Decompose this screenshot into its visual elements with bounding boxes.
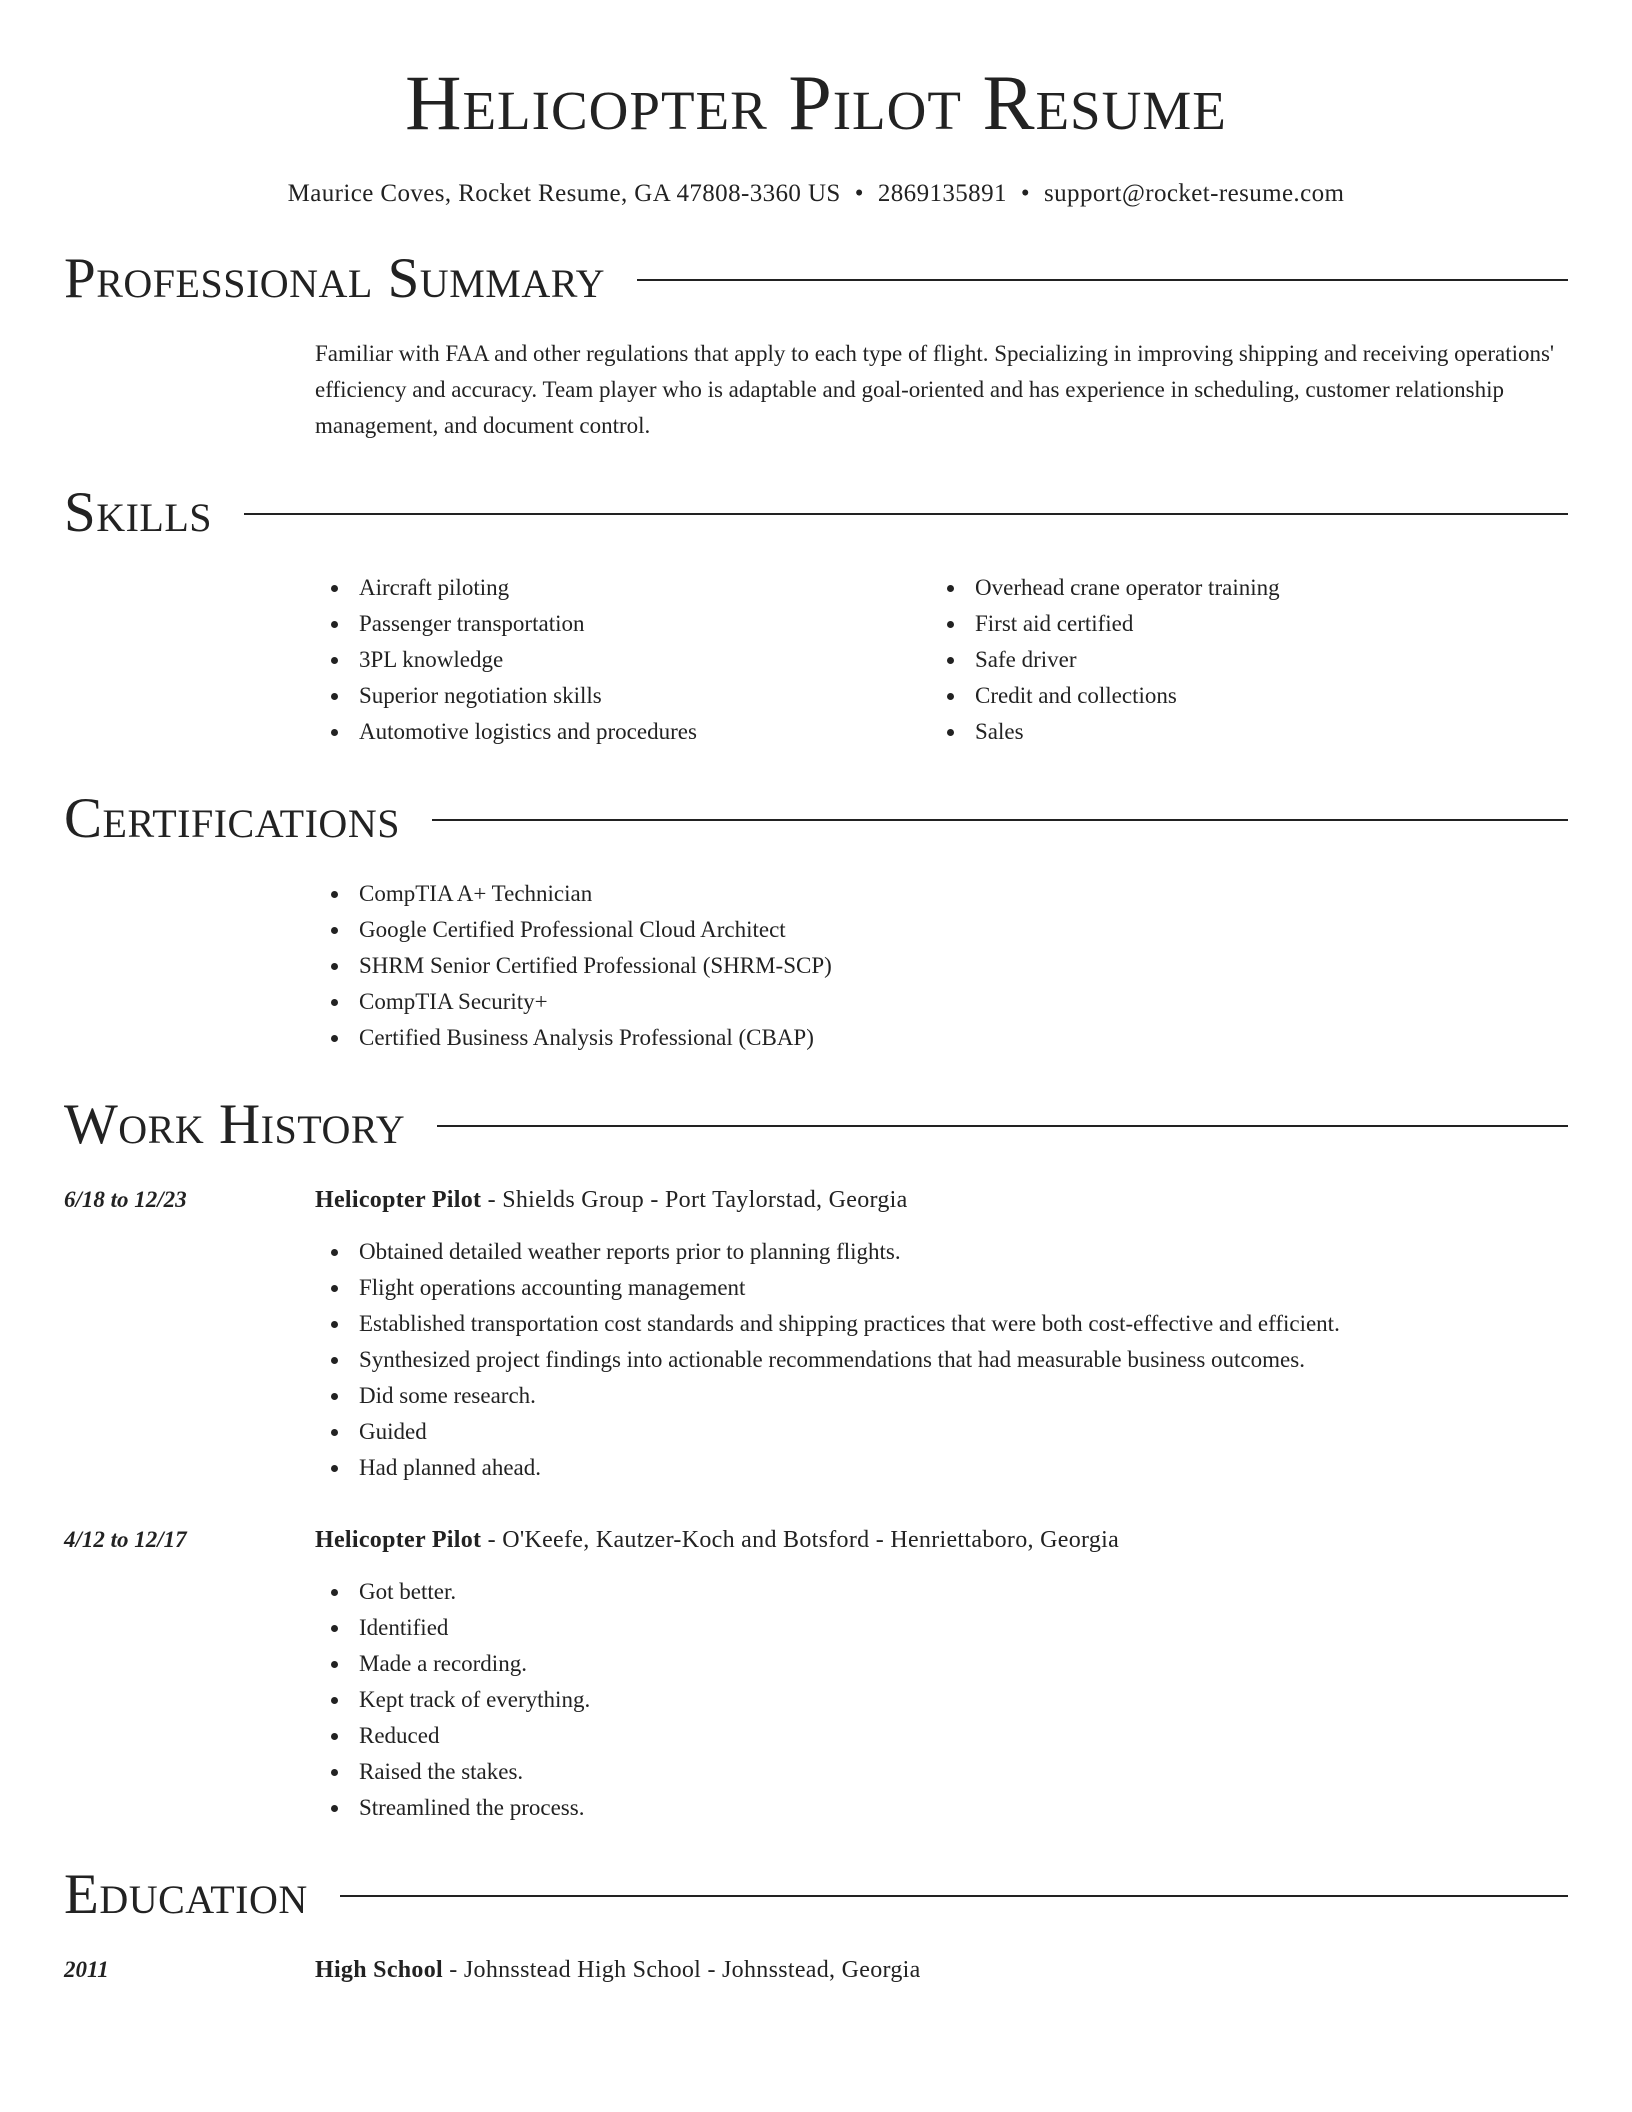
job-bullet: Did some research. — [315, 1378, 1568, 1414]
work-heading: Work History — [64, 1093, 406, 1156]
education-header — [315, 1952, 1568, 1988]
education-degree: High School — [315, 1957, 443, 1983]
education-date: 2011 — [64, 1957, 109, 1982]
skill-item: Credit and collections — [931, 678, 1547, 714]
contact-email: support@rocket-resume.com — [1044, 180, 1345, 207]
job-bullet: Kept track of everything. — [315, 1682, 1568, 1718]
certification-item: Certified Business Analysis Professional (CBAP) — [315, 1020, 1568, 1056]
certifications-heading: Certifications — [64, 787, 400, 850]
contact-address: Maurice Coves, Rocket Resume, GA 47808-3360 US — [287, 180, 841, 207]
skill-item: Automotive logistics and procedures — [315, 714, 931, 750]
section-divider — [637, 279, 1568, 281]
section-divider — [437, 1125, 1568, 1127]
section-divider — [432, 819, 1568, 821]
job-bullet: Got better. — [315, 1574, 1568, 1610]
job-bullet: Streamlined the process. — [315, 1790, 1568, 1826]
work-section-header — [64, 1092, 1568, 1158]
resume-page — [64, 0, 1568, 1988]
job-bullets — [315, 1574, 1568, 1826]
job-bullet: Guided — [315, 1414, 1568, 1450]
certification-item: CompTIA A+ Technician — [315, 876, 1568, 912]
skills-grid — [315, 570, 1568, 750]
summary-text: Familiar with FAA and other regulations that apply to each type of flight. Specializing in improving shipping and receiving operations' efficiency and accuracy. Team player who is adaptable and goal-oriented and has experience in scheduling, customer relationship management, and document control. — [315, 341, 1555, 438]
skill-item: Overhead crane operator training — [931, 570, 1547, 606]
education-heading: Education — [64, 1863, 308, 1926]
certification-item: Google Certified Professional Cloud Architect — [315, 912, 1568, 948]
education-entry — [64, 1952, 1568, 1988]
summary-content — [315, 336, 1568, 444]
resume-title: Helicopter Pilot Resume — [405, 59, 1227, 146]
education-details: - Johnsstead High School - Johnsstead, Georgia — [443, 1957, 921, 1983]
job-entry — [64, 1522, 1568, 1826]
certification-item: SHRM Senior Certified Professional (SHRM-SCP) — [315, 948, 1568, 984]
job-body — [315, 1522, 1568, 1826]
contact-phone: 2869135891 — [877, 180, 1007, 207]
job-header — [315, 1182, 1568, 1218]
summary-section-header — [64, 246, 1568, 312]
skill-item: Superior negotiation skills — [315, 678, 931, 714]
job-date: 6/18 to 12/23 — [64, 1187, 187, 1212]
contact-line — [64, 178, 1568, 210]
certifications-section-header — [64, 786, 1568, 852]
skill-item: 3PL knowledge — [315, 642, 931, 678]
job-bullet: Identified — [315, 1610, 1568, 1646]
contact-separator: • — [854, 180, 864, 207]
skill-item: Sales — [931, 714, 1547, 750]
certifications-list — [315, 876, 1568, 1056]
skill-item: Passenger transportation — [315, 606, 931, 642]
contact-separator: • — [1020, 180, 1031, 207]
summary-heading: Professional Summary — [64, 247, 606, 310]
job-date: 4/12 to 12/17 — [64, 1527, 187, 1552]
job-title: Helicopter Pilot — [315, 1187, 482, 1213]
job-bullet: Obtained detailed weather reports prior to planning flights. — [315, 1234, 1568, 1270]
job-bullet: Flight operations accounting management — [315, 1270, 1568, 1306]
skills-list-left — [315, 570, 931, 750]
skills-list-right — [931, 570, 1547, 750]
certification-item: CompTIA Security+ — [315, 984, 1568, 1020]
skill-item: Safe driver — [931, 642, 1547, 678]
section-divider — [244, 513, 1568, 515]
skills-section-header — [64, 480, 1568, 546]
job-details: - Shields Group - Port Taylorstad, Georgia — [481, 1187, 908, 1213]
job-details: - O'Keefe, Kautzer-Koch and Botsford - Henriettaboro, Georgia — [481, 1527, 1120, 1553]
job-bullet: Established transportation cost standards and shipping practices that were both cost-effective and efficient. — [315, 1306, 1568, 1342]
section-divider — [340, 1895, 1568, 1897]
job-entry — [64, 1182, 1568, 1486]
education-section-header — [64, 1862, 1568, 1928]
job-title: Helicopter Pilot — [315, 1527, 482, 1553]
job-body — [315, 1182, 1568, 1486]
skill-item: First aid certified — [931, 606, 1547, 642]
job-bullet: Raised the stakes. — [315, 1754, 1568, 1790]
education-body — [315, 1952, 1568, 1988]
job-bullet: Had planned ahead. — [315, 1450, 1568, 1486]
job-bullets — [315, 1234, 1568, 1486]
job-header — [315, 1522, 1568, 1558]
skills-heading: Skills — [64, 481, 213, 544]
job-bullet: Synthesized project findings into actionable recommendations that had measurable business outcomes. — [315, 1342, 1568, 1378]
certifications-content — [315, 876, 1568, 1056]
skill-item: Aircraft piloting — [315, 570, 931, 606]
job-bullet: Reduced — [315, 1718, 1568, 1754]
job-bullet: Made a recording. — [315, 1646, 1568, 1682]
